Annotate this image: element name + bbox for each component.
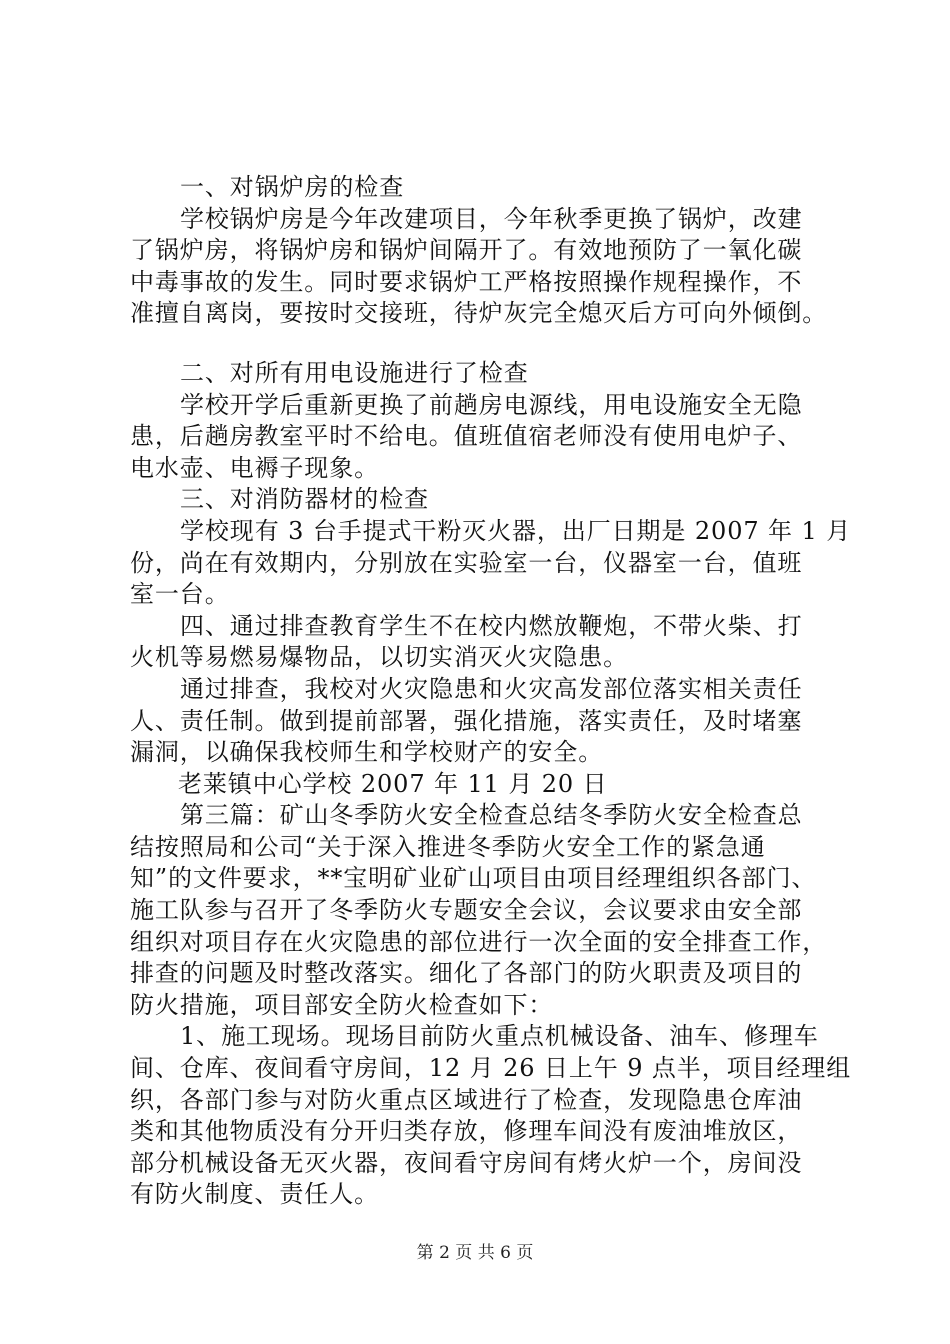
document-body (130, 172, 852, 1211)
paragraph-line: 份，尚在有效期内，分别放在实验室一台，仪器室一台，值班 (130, 548, 803, 577)
paragraph-line: 部分机械设备无灭火器，夜间看守房间有烤火炉一个，房间没 (130, 1148, 803, 1177)
paragraph-line: 组织对项目存在火灾隐患的部位进行一次全面的安全排查工作， (130, 927, 828, 956)
paragraph-line: 室一台。 (130, 580, 230, 609)
paragraph-line: 人、责任制。做到提前部署，强化措施，落实责任，及时堵塞 (130, 706, 803, 735)
paragraph-line: 火机等易燃易爆物品，以切实消灭火灾隐患。 (130, 643, 628, 672)
paragraph-line: 漏洞，以确保我校师生和学校财产的安全。 (130, 738, 604, 767)
paragraph-line: 学校现有 3 台手提式干粉灭火器，出厂日期是 2007 年 1 月 (180, 516, 852, 545)
paragraph-line: 施工队参与召开了冬季防火专题安全会议，会议要求由安全部 (130, 896, 803, 925)
paragraph-line: 了锅炉房，将锅炉房和锅炉间隔开了。有效地预防了一氧化碳 (130, 236, 803, 265)
paragraph-line: 排查的问题及时整改落实。细化了各部门的防火职责及项目的 (130, 959, 803, 988)
paragraph-line: 准擅自离岗，要按时交接班，待炉灰完全熄灭后方可向外倾倒。 (130, 299, 828, 328)
paragraph-line: 学校锅炉房是今年改建项目，今年秋季更换了锅炉，改建 (180, 204, 803, 233)
paragraph-line: 中毒事故的发生。同时要求锅炉工严格按照操作规程操作，不 (130, 267, 803, 296)
paragraph-line: 织，各部门参与对防火重点区域进行了检查，发现隐患仓库油 (130, 1085, 803, 1114)
section-heading-electrical: 二、对所有用电设施进行了检查 (180, 358, 529, 387)
paragraph-line: 通过排查，我校对火灾隐患和火灾高发部位落实相关责任 (180, 674, 803, 703)
paragraph-line: 间、仓库、夜间看守房间，12 月 26 日上午 9 点半，项目经理组 (130, 1054, 852, 1083)
paragraph-line: 电水壶、电褥子现象。 (130, 453, 379, 482)
signature-date-line: 老莱镇中心学校 2007 年 11 月 20 日 (178, 769, 608, 798)
section-heading-boiler-room: 一、对锅炉房的检查 (180, 173, 405, 201)
section-heading-fire-equipment: 三、对消防器材的检查 (180, 485, 429, 514)
paragraph-line: 学校开学后重新更换了前趟房电源线，用电设施安全无隐 (180, 390, 803, 419)
paragraph-line: 类和其他物质没有分开归类存放，修理车间没有废油堆放区， (130, 1117, 803, 1146)
paragraph-line: 防火措施，项目部安全防火检查如下： (130, 990, 554, 1019)
page-number-footer: 第 2 页 共 6 页 (416, 1243, 534, 1263)
section-heading-student-education: 四、通过排查教育学生不在校内燃放鞭炮，不带火柴、打 (180, 611, 803, 640)
paragraph-gap (130, 330, 830, 358)
chapter-heading-third: 第三篇：矿山冬季防火安全检查总结冬季防火安全检查总 (180, 801, 803, 830)
paragraph-line: 结按照局和公司“关于深入推进冬季防火安全工作的紧急通 (130, 832, 766, 861)
paragraph-line: 知”的文件要求，**宝明矿业矿山项目由项目经理组织各部门、 (130, 864, 817, 893)
paragraph-line: 有防火制度、责任人。 (130, 1180, 379, 1209)
paragraph-line: 患，后趟房教室平时不给电。值班值宿老师没有使用电炉子、 (130, 422, 803, 451)
paragraph-line: 1、施工现场。现场目前防火重点机械设备、油车、修理车 (180, 1022, 819, 1051)
